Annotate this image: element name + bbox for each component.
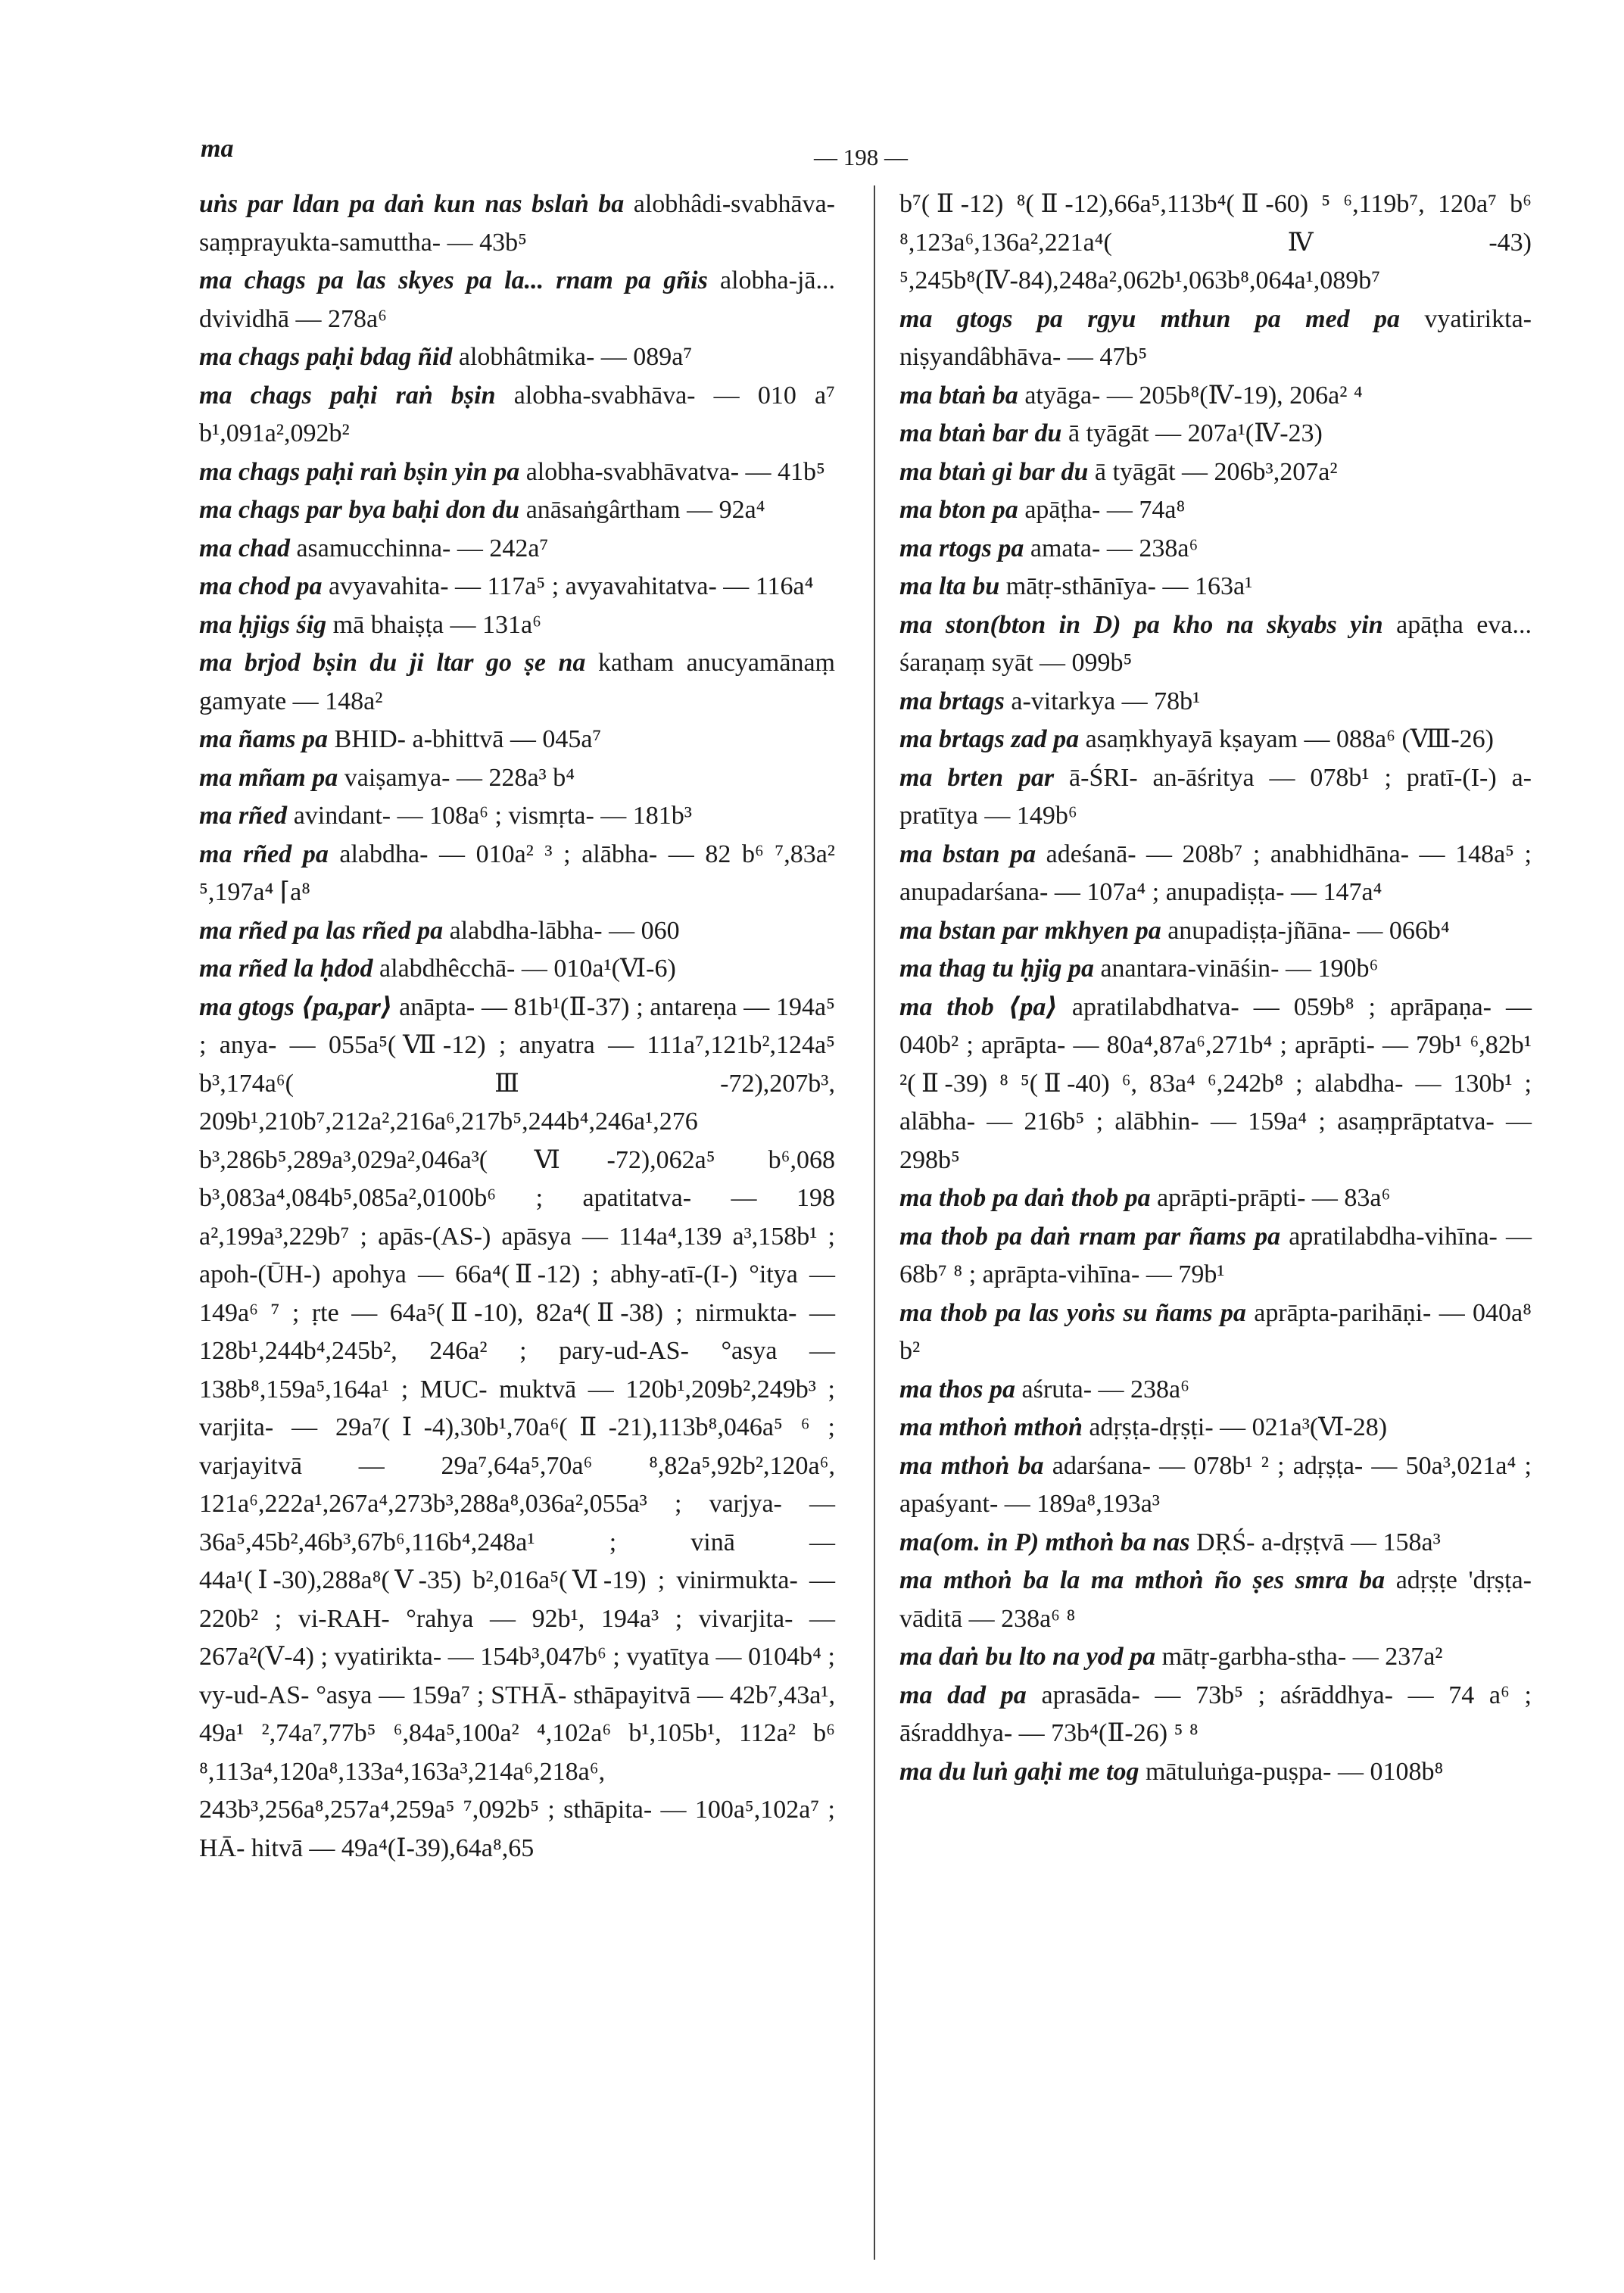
entry-definition: adeśanā- — 208b⁷ ; anabhidhāna- — 148a⁵ ; anupadarśana- — 107a⁴ ; anupadiṣṭa- — 147a⁴ bbox=[899, 840, 1532, 906]
entry-headword: ma thob pa daṅ thob pa bbox=[899, 1184, 1151, 1212]
entry-definition: avyavahita- — 117a⁵ ; avyavahitatva- — 116a⁴ bbox=[322, 572, 814, 600]
entry-headword: ma thag tu ḥjig pa bbox=[899, 955, 1094, 983]
entry-definition: apāṭha- — 74a⁸ bbox=[1018, 496, 1186, 524]
dictionary-entry bbox=[199, 491, 835, 530]
entry-headword: ma mñam pa bbox=[199, 763, 338, 792]
entry-definition: vyatirikta-niṣyandâbhāva- — 47b⁵ bbox=[899, 304, 1532, 371]
dictionary-entry bbox=[199, 530, 835, 569]
entry-headword: ma chags par bya baḥi don du bbox=[199, 496, 520, 524]
entry-definition: adṛṣṭa-dṛṣṭi- — 021a³(Ⅵ-28) bbox=[1082, 1413, 1388, 1441]
entry-definition: vaiṣamya- — 228a³ b⁴ bbox=[338, 763, 575, 792]
entry-definition: asaṃkhyayā kṣayam — 088a⁶ (Ⅷ-26) bbox=[1079, 725, 1494, 753]
entry-headword: ma mthoṅ ba bbox=[899, 1451, 1044, 1480]
dictionary-entry bbox=[899, 606, 1532, 683]
dictionary-entry bbox=[199, 606, 835, 645]
dictionary-entry bbox=[899, 185, 1532, 301]
entry-headword: ma thos pa bbox=[899, 1375, 1016, 1404]
page-number: — 198 — bbox=[814, 144, 908, 170]
dictionary-entry bbox=[199, 453, 835, 492]
dictionary-entry bbox=[199, 721, 835, 759]
entry-headword: ma chags paḥi raṅ bṣin yin pa bbox=[199, 457, 520, 486]
entry-headword: ma brtags zad pa bbox=[899, 725, 1080, 753]
entry-headword: ma chags pa las skyes pa la... rnam pa gñis bbox=[199, 266, 708, 294]
entry-definition: mātuluṅga-puṣpa- — 0108b⁸ bbox=[1139, 1757, 1444, 1786]
entry-definition: alobha-svabhāvatva- — 41b⁵ bbox=[519, 457, 825, 486]
left-column bbox=[199, 185, 835, 1868]
dictionary-entry bbox=[199, 568, 835, 606]
entry-definition: DṚŚ- a-dṛṣṭvā — 158a³ bbox=[1189, 1528, 1441, 1556]
entry-headword: ma bstan pa bbox=[899, 840, 1036, 868]
entry-headword: ma chags paḥi bdag ñid bbox=[199, 343, 453, 371]
dictionary-entry bbox=[899, 1179, 1532, 1218]
entry-definition: b⁷(Ⅱ-12) ⁸(Ⅱ-12),66a⁵,113b⁴(Ⅱ-60) ⁵ ⁶,119b⁷, 120a⁷ b⁶ ⁸,123a⁶,136a²,221a⁴(Ⅳ-43) ⁵,245b⁸(Ⅳ-84),248a²,062b¹,063b⁸,064a¹,089b⁷ bbox=[899, 190, 1532, 294]
entry-headword: uṅs par ldan pa daṅ kun nas bslaṅ ba bbox=[199, 190, 625, 218]
dictionary-entry bbox=[899, 1447, 1532, 1524]
dictionary-entry bbox=[899, 568, 1532, 606]
dictionary-entry bbox=[899, 759, 1532, 836]
entry-definition: alabdhêcchā- — 010a¹(Ⅵ-6) bbox=[372, 955, 676, 983]
entry-headword: ma rtogs pa bbox=[899, 534, 1024, 562]
dictionary-entry bbox=[199, 377, 835, 453]
entry-headword: ma rñed bbox=[199, 802, 288, 830]
entry-headword: ma rñed pa las rñed pa bbox=[199, 916, 444, 945]
dictionary-entry bbox=[899, 836, 1532, 912]
dictionary-entry bbox=[199, 950, 835, 989]
entry-definition: apratilabdha-vihīna- — 68b⁷ ⁸ ; aprāpta-vihīna- — 79b¹ bbox=[899, 1222, 1532, 1288]
dictionary-entry bbox=[899, 530, 1532, 569]
dictionary-entry bbox=[899, 1218, 1532, 1294]
entry-headword: ma ḥjigs śig bbox=[199, 610, 327, 639]
entry-definition: adarśana- — 078b¹ ² ; adṛṣṭa- — 50a³,021a⁴ ; apaśyant- — 189a⁸,193a³ bbox=[899, 1451, 1532, 1518]
entry-headword: ma ston(bton in D) pa kho na skyabs yin bbox=[899, 610, 1383, 639]
entry-definition: ā-ŚRI- an-āśritya — 078b¹ ; pratī-(I-) a-pratītya — 149b⁶ bbox=[899, 763, 1532, 830]
dictionary-entry bbox=[899, 1409, 1532, 1447]
entry-definition: apratilabdhatva- — 059b⁸ ; aprāpaṇa- — 040b² ; aprāpta- — 80a⁴,87a⁶,271b⁴ ; aprāpti- — 79b¹ ⁶,82b¹ ²(Ⅱ-39) ⁸ ⁵(Ⅱ-40) ⁶, 83a⁴ ⁶,242b⁸ ; alabdha- — 130b¹ ; alābha- — 216b⁵ ; alābhin- — 159a⁴ ; asaṃprāptatva- — 298b⁵ bbox=[899, 992, 1532, 1174]
entry-headword: ma thob pa las yoṅs su ñams pa bbox=[899, 1298, 1246, 1327]
dictionary-entry bbox=[199, 185, 835, 262]
entry-headword: ma rñed la ḥdod bbox=[199, 955, 373, 983]
dictionary-entry bbox=[199, 989, 835, 1868]
entry-definition: adṛṣṭe 'dṛṣṭa-vāditā — 238a⁶ ⁸ bbox=[899, 1566, 1532, 1633]
entry-definition: alabdha- — 010a² ³ ; alābha- — 82 b⁶ ⁷,83a² ⁵,197a⁴ ⌈a⁸ bbox=[199, 840, 836, 906]
entry-headword: ma btaṅ bar du bbox=[899, 419, 1062, 447]
dictionary-entry bbox=[199, 262, 835, 338]
entry-headword: ma gtogs ⟨pa,par⟩ bbox=[199, 992, 393, 1021]
entry-definition: mātṛ-sthānīya- — 163a¹ bbox=[999, 572, 1253, 600]
entry-headword: ma brtags bbox=[899, 687, 1005, 715]
entry-definition: alabdha-lābha- — 060 bbox=[443, 916, 680, 945]
dictionary-entry bbox=[899, 683, 1532, 721]
entry-definition: anāpta- — 81b¹(Ⅱ-37) ; antareṇa — 194a⁵ ; anya- — 055a⁵(Ⅶ-12) ; anyatra — 111a⁷,121b²,124a⁵ b³,174a⁶(Ⅲ-72),207b³, 209b¹,210b⁷,212a²,216a⁶,217b⁵,244b⁴,246a¹,276 b³,286b⁵,289a³,029a²,046a³(Ⅵ-72),062a⁵ b⁶,068 b³,083a⁴,084b⁵,085a²,0100b⁶ ; apatitatva- — 198 a²,199a³,229b⁷ ; apās-(AS-) apāsya — 114a⁴,139 a³,158b¹ ; apoh-(ŪH-) apohya — 66a⁴(Ⅱ-12) ; abhy-atī-(I-) °itya — 149a⁶ ⁷ ; ṛte — 64a⁵(Ⅱ-10), 82a⁴(Ⅱ-38) ; nirmukta- — 128b¹,244b⁴,245b², 246a² ; pary-ud-AS- °asya — 138b⁸,159a⁵,164a¹ ; MUC- muktvā — 120b¹,209b²,249b³ ; varjita- — 29a⁷(Ⅰ-4),30b¹,70a⁶(Ⅱ-21),113b⁸,046a⁵ ⁶ ; varjayitvā — 29a⁷,64a⁵,70a⁶ ⁸,82a⁵,92b²,120a⁶, 121a⁶,222a¹,267a⁴,273b³,288a⁸,036a²,055a³ ; varjya- — 36a⁵,45b²,46b³,67b⁶,116b⁴,248a¹ ; vinā — 44a¹(Ⅰ-30),288a⁸(Ⅴ-35) b²,016a⁵(Ⅵ-19) ; vinirmukta- — 220b² ; vi-RAH- °rahya — 92b¹, 194a³ ; vivarjita- — 267a²(Ⅴ-4) ; vyatirikta- — 154b³,047b⁶ ; vyatītya — 0104b⁴ ; vy-ud-AS- °asya — 159a⁷ ; STHĀ- sthāpayitvā — 42b⁷,43a¹, 49a¹ ²,74a⁷,77b⁵ ⁶,84a⁵,100a² ⁴,102a⁶ b¹,105b¹, 112a² b⁶ ⁸,113a⁴,120a⁸,133a⁴,163a³,214a⁶,218a⁶, 243b³,256a⁸,257a⁴,259a⁵ ⁷,092b⁵ ; sthāpita- — 100a⁵,102a⁷ ; HĀ- hitvā — 49a⁴(Ⅰ-39),64a⁸,65 bbox=[199, 992, 835, 1862]
entry-definition: mātṛ-garbha-stha- — 237a² bbox=[1155, 1643, 1443, 1671]
dictionary-entry bbox=[899, 721, 1532, 759]
entry-headword: ma chags paḥi raṅ bṣin bbox=[199, 381, 496, 410]
dictionary-entry bbox=[199, 338, 835, 377]
dictionary-entry bbox=[899, 377, 1532, 416]
entry-headword: ma daṅ bu lto na yod pa bbox=[899, 1643, 1156, 1671]
dictionary-entry bbox=[899, 1524, 1532, 1562]
entry-headword: ma brjod bṣin du ji ltar go ṣe na bbox=[199, 649, 586, 677]
entry-definition: aprasāda- — 73b⁵ ; aśrāddhya- — 74 a⁶ ; āśraddhya- — 73b⁴(Ⅱ-26) ⁵ ⁸ bbox=[899, 1681, 1532, 1747]
entry-definition: amata- — 238a⁶ bbox=[1024, 534, 1199, 562]
entry-headword: ma btaṅ ba bbox=[899, 381, 1018, 410]
dictionary-entry bbox=[899, 453, 1532, 492]
entry-headword: ma lta bu bbox=[899, 572, 1000, 600]
entry-headword: ma chod pa bbox=[199, 572, 323, 600]
entry-definition: aprāpta-parihāṇi- — 040a⁸ b² bbox=[899, 1298, 1532, 1365]
entry-definition: anupadiṣṭa-jñāna- — 066b⁴ bbox=[1161, 916, 1450, 945]
entry-headword: ma chad bbox=[199, 534, 290, 562]
entry-headword: ma btaṅ gi bar du bbox=[899, 457, 1089, 486]
entry-headword: ma dad pa bbox=[899, 1681, 1027, 1709]
dictionary-entry bbox=[199, 759, 835, 798]
entry-definition: aśruta- — 238a⁶ bbox=[1015, 1375, 1189, 1404]
entry-definition: ā tyāgāt — 207a¹(Ⅳ-23) bbox=[1061, 419, 1323, 447]
dictionary-entry bbox=[899, 1294, 1532, 1371]
entry-headword: ma thob ⟨pa⟩ bbox=[899, 992, 1058, 1021]
dictionary-entry bbox=[899, 301, 1532, 377]
dictionary-entry bbox=[899, 912, 1532, 951]
entry-definition: aprāpti-prāpti- — 83a⁶ bbox=[1150, 1184, 1391, 1212]
entry-definition: anāsaṅgârtham — 92a⁴ bbox=[519, 496, 765, 524]
entry-definition: alobhâtmika- — 089a⁷ bbox=[452, 343, 693, 371]
dictionary-entry bbox=[899, 1677, 1532, 1753]
dictionary-entry bbox=[899, 491, 1532, 530]
entry-headword: ma bton pa bbox=[899, 496, 1018, 524]
dictionary-entry bbox=[899, 415, 1532, 453]
dictionary-entry bbox=[899, 989, 1532, 1180]
entry-definition: ā tyāgāt — 206b³,207a² bbox=[1088, 457, 1338, 486]
entry-definition: avindant- — 108a⁶ ; vismṛta- — 181b³ bbox=[287, 802, 692, 830]
entry-headword: ma ñams pa bbox=[199, 725, 329, 753]
entry-definition: apāṭha eva... śaraṇaṃ syāt — 099b⁵ bbox=[899, 610, 1532, 677]
dictionary-entry bbox=[899, 950, 1532, 989]
entry-definition: asamucchinna- — 242a⁷ bbox=[289, 534, 549, 562]
entry-headword: ma bstan par mkhyen pa bbox=[899, 916, 1161, 945]
dictionary-entry bbox=[899, 1371, 1532, 1410]
column-divider bbox=[874, 185, 875, 2260]
entry-headword: ma thob pa daṅ rnam par ñams pa bbox=[899, 1222, 1281, 1251]
entry-definition: anantara-vināśin- — 190b⁶ bbox=[1093, 955, 1379, 983]
dictionary-entry bbox=[199, 836, 835, 912]
entry-definition: mā bhaiṣṭa — 131a⁶ bbox=[326, 610, 541, 639]
entry-headword: ma rñed pa bbox=[199, 840, 329, 868]
running-head: ma bbox=[201, 135, 234, 163]
entry-headword: ma brten par bbox=[899, 763, 1055, 792]
entry-headword: ma mthoṅ ba la ma mthoṅ ño ṣes smra ba bbox=[899, 1566, 1386, 1594]
right-column bbox=[899, 185, 1532, 1791]
dictionary-entry bbox=[899, 1638, 1532, 1677]
entry-definition: alobha-jā... dvividhā — 278a⁶ bbox=[199, 266, 835, 333]
entry-definition: alobha-svabhāva- — 010 a⁷ b¹,091a²,092b² bbox=[199, 381, 835, 447]
entry-definition: BHID- a-bhittvā — 045a⁷ bbox=[328, 725, 602, 753]
dictionary-entry bbox=[899, 1562, 1532, 1638]
entry-headword: ma du luṅ gaḥi me tog bbox=[899, 1757, 1139, 1786]
entry-headword: ma gtogs pa rgyu mthun pa med pa bbox=[899, 304, 1401, 333]
entry-headword: ma(om. in P) mthoṅ ba nas bbox=[899, 1528, 1190, 1556]
dictionary-entry bbox=[199, 797, 835, 836]
dictionary-entry bbox=[899, 1753, 1532, 1792]
entry-definition: alobhâdi-svabhāva-saṃprayukta-samuttha- — 43b⁵ bbox=[199, 190, 835, 257]
entry-definition: katham anucyamānaṃ gamyate — 148a² bbox=[199, 649, 835, 715]
entry-headword: ma mthoṅ mthoṅ bbox=[899, 1413, 1083, 1441]
entry-definition: a-vitarkya — 78b¹ bbox=[1004, 687, 1201, 715]
entry-definition: atyāga- — 205b⁸(Ⅳ-19), 206a² ⁴ bbox=[1018, 381, 1363, 410]
dictionary-entry bbox=[199, 912, 835, 951]
dictionary-entry bbox=[199, 644, 835, 721]
